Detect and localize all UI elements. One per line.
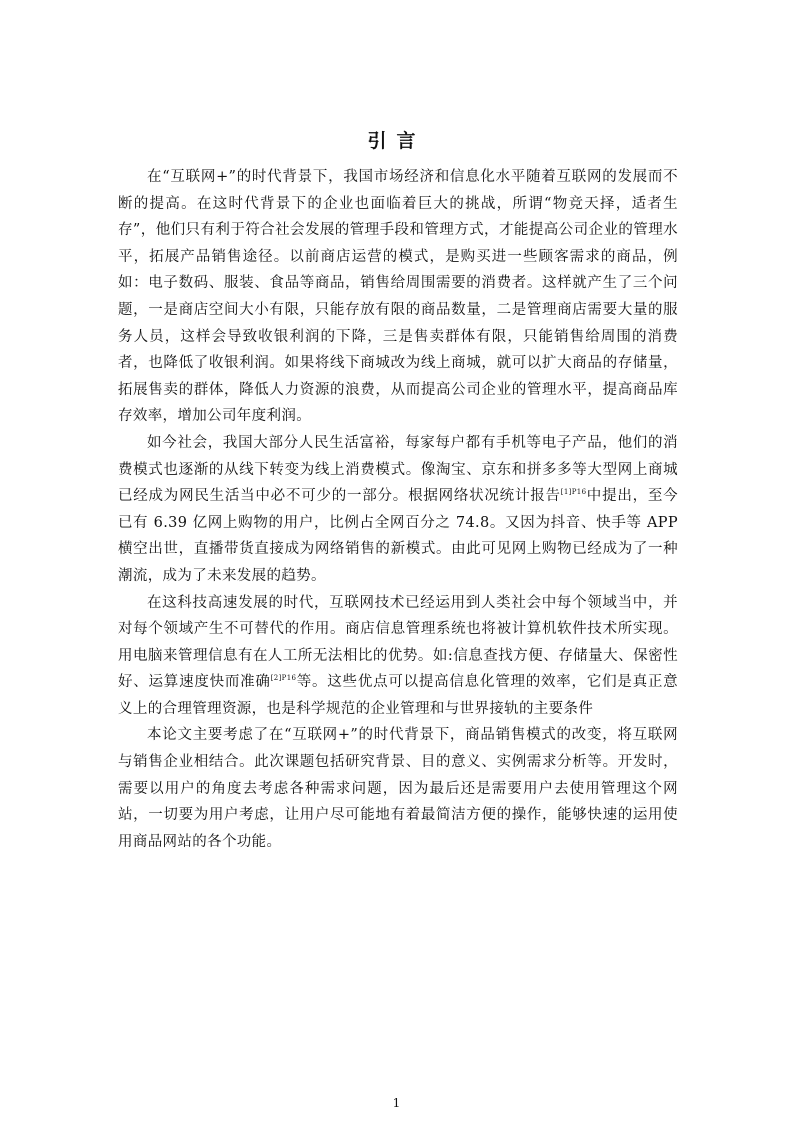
page-title: 引言 [367,130,426,152]
paragraph-2 [118,430,678,590]
paragraph-text: 在这科技高速发展的时代，互联网技术已经运用到人类社会中每个领域当中，并对每个领域产生不可替代的作用。商店信息管理系统也将被计算机软件技术所实现。用电脑来管理信息有在人工所无法相比的优势。如:信息查找方便、存储量大、保密性好、运算速度快而准确 [118,594,678,691]
paragraph-text: 本论文主要考虑了在“互联网+”的时代背景下，商品销售模式的改变，将互联网与销售企业相结合。此次课题包括研究背景、目的意义、实例需求分析等。开发时，需要以用户的角度去考虑各种需求问题，因为最后还是需要用户去使用管理这个网站，一切要为用户考虑，让用户尽可能地有着最简洁方便的操作，能够快速的运用使用商品网站的各个功能。 [118,727,678,850]
paragraph-1 [118,164,678,430]
paragraph-text: 如今社会，我国大部分人民生活富裕，每家每户都有手机等电子产品，他们的消费模式也逐渐的从线下转变为线上消费模式。像淘宝、京东和拼多多等大型网上商城已经成为网民生活当中必不可少的一部分。根据网络状况统计报告 [118,434,678,505]
paragraph-4 [118,722,678,855]
paragraph-text: 中提出，至今已有 6.39 亿网上购物的用户，比例占全网百分之 74.8。又因为抖音、快手等 APP 横空出世，直播带货直接成为网络销售的新模式。由此可见网上购物已经成为了一种潮流，成为了未来发展的趋势。 [118,488,678,584]
page-number: 1 [392,1096,401,1110]
paragraph-text: 在“互联网+”的时代背景下，我国市场经济和信息化水平随着互联网的发展而不断的提高。在这时代背景下的企业也面临着巨大的挑战，所谓“物竞天择，适者生存”，他们只有利于符合社会发展的管理手段和管理方式，才能提高公司企业的管理水平，拓展产品销售途径。以前商店运营的模式，是购买进一些顾客需求的商品，例如：电子数码、服装、食品等商品，销售给周围需要的消费者。这样就产生了三个问题，一是商店空间大小有限，只能存放有限的商品数量，二是管理商店需要大量的服务人员，这样会导致收银利润的下降，三是售卖群体有限，只能销售给周围的消费者，也降低了收银利润。如果将线下商城改为线上商城，就可以扩大商品的存储量，拓展售卖的群体，降低人力资源的浪费，从而提高公司企业的管理水平，提高商品库存效率，增加公司年度利润。 [118,169,678,425]
citation-marker: [1]P16 [560,488,587,497]
citation-marker: [2]P16 [270,674,297,683]
paragraph-text: 等。这些优点可以提高信息化管理的效率，它们是真正意义上的合理管理资源，也是科学规范的企业管理和与世界接轨的主要条件 [118,674,679,717]
paragraph-3 [118,590,678,723]
body-text [118,164,678,855]
